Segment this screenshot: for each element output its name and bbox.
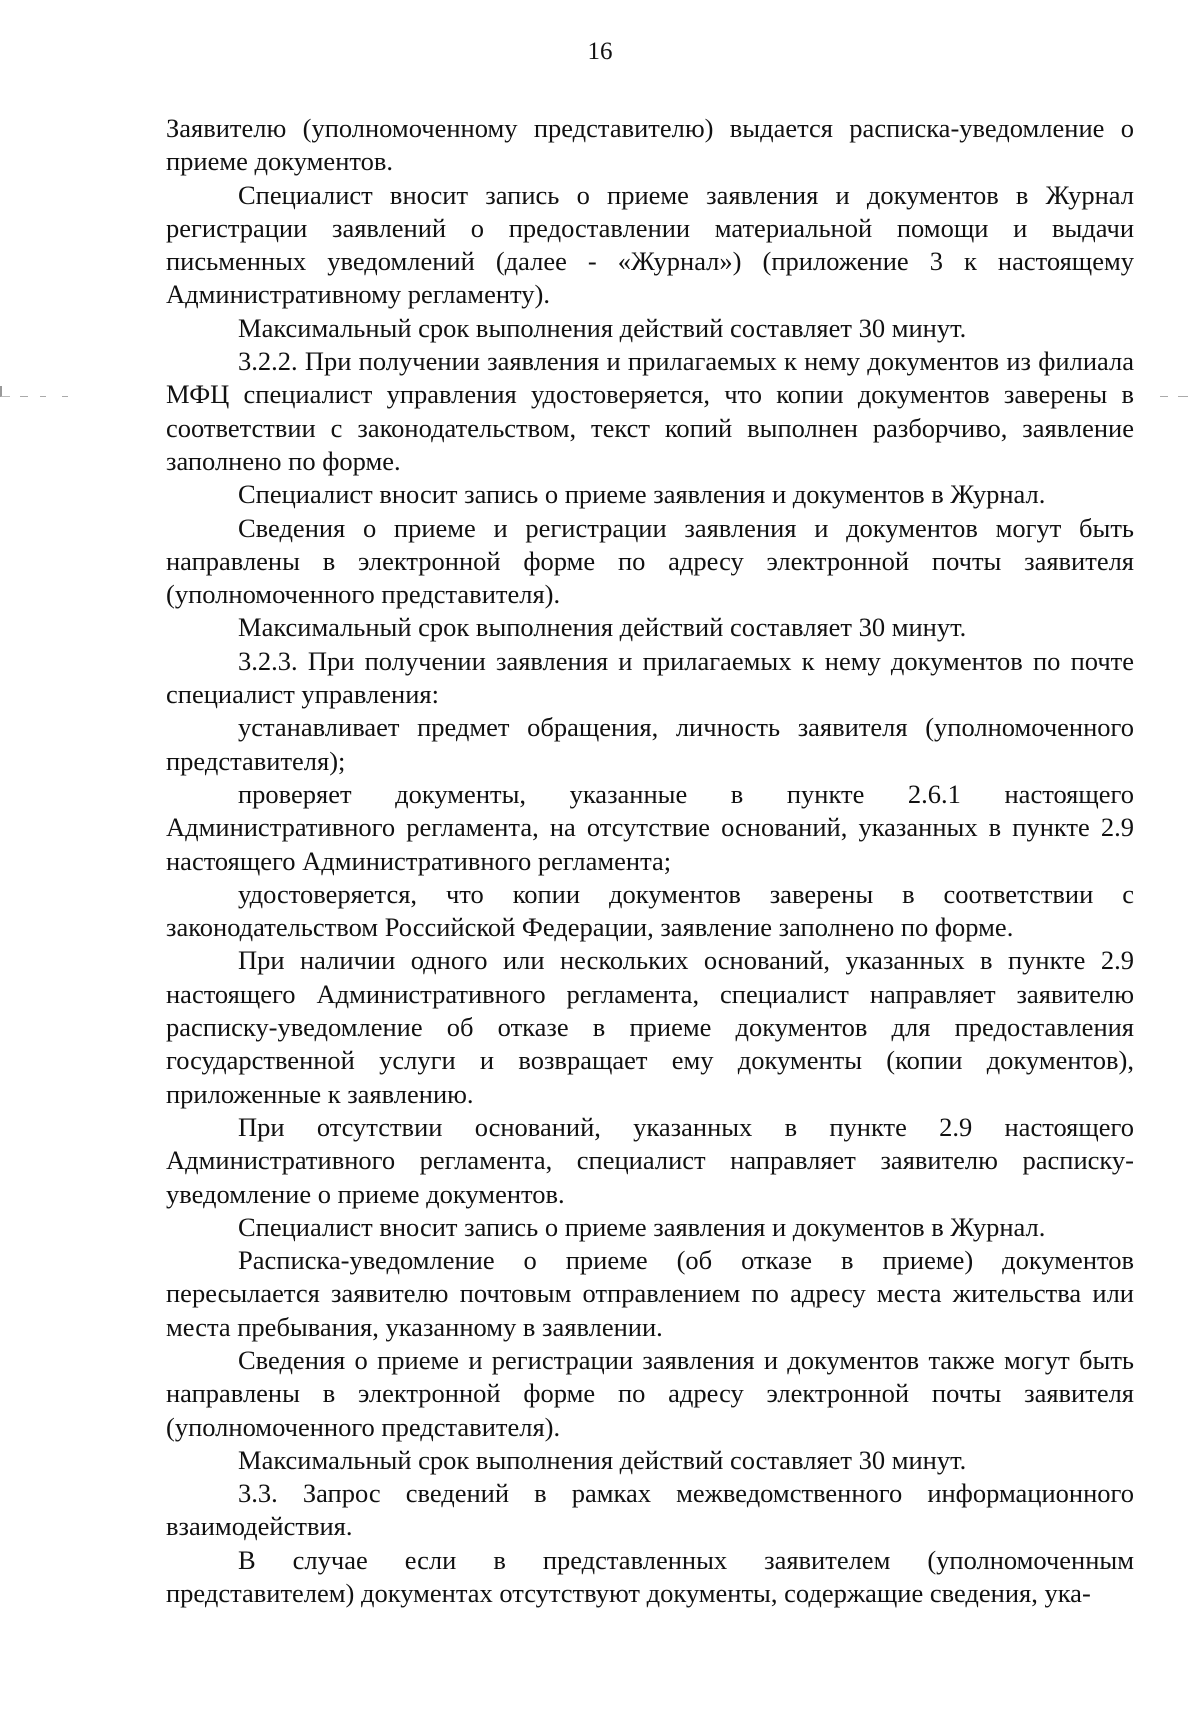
paragraph: удостоверяется, что копии документов заверены в соответствии с законодательством Российской Федерации, заявление заполнено по форме. [166, 878, 1134, 943]
scan-artifact-dash [20, 396, 28, 397]
paragraph: При отсутствии оснований, указанных в пункте 2.9 настоящего Административного регламента, специалист направляет заявителю расписку-уведомление о приеме документов. [166, 1111, 1134, 1209]
paragraph: Максимальный срок выполнения действий составляет 30 минут. [238, 312, 967, 343]
paragraph: проверяет документы, указанные в пункте 2.6.1 настоящего Административного регламента, на отсутствие оснований, указанных в пункте 2.9 настоящего Административного регламента; [166, 778, 1134, 876]
scan-artifact-dash [40, 396, 46, 397]
paragraph: Максимальный срок выполнения действий составляет 30 минут. [238, 612, 967, 643]
scan-artifact-dash [62, 396, 68, 397]
paragraph: 3.3. Запрос сведений в рамках межведомственного информационного взаимодействия. [166, 1478, 1134, 1542]
paragraph: устанавливает предмет обращения, личность заявителя (уполномоченного представителя); [166, 712, 1134, 776]
paragraph: 3.2.3. При получении заявления и прилагаемых к нему документов по почте специалист управления: [166, 645, 1134, 710]
paragraph: Заявителю (уполномоченному представителю) выдается расписка-уведомление о приеме документов. [166, 113, 1134, 177]
scan-artifact-dash [1160, 396, 1168, 397]
scan-artifact-left [0, 386, 10, 397]
paragraph: Расписка-уведомление о приеме (об отказе в приеме) документов пересылается заявителю почтовым отправлением по адресу места жительства или места пребывания, указанному в заявлении. [166, 1245, 1134, 1342]
paragraph: При наличии одного или нескольких оснований, указанных в пункте 2.9 настоящего Административного регламента, специалист направляет заявителю расписку-уведомление об отказе в приеме документов для предоставления государственной услуги и возвращает ему документы (копии документов), приложенные к заявлению. [166, 945, 1134, 1109]
paragraph: Максимальный срок выполнения действий составляет 30 минут. [238, 1444, 967, 1475]
paragraph: Специалист вносит запись о приеме заявления и документов в Журнал. [238, 479, 1046, 510]
paragraph: В случае если в представленных заявителем (уполномоченным представителем) документах отсутствуют документы, содержащие сведения, ука- [166, 1544, 1134, 1609]
paragraph: 3.2.2. При получении заявления и прилагаемых к нему документов из филиала МФЦ специалист управления удостоверяется, что копии документов заверены в соответствии с законодательством, текст копий выполнен разборчиво, заявление заполнено по форме. [166, 346, 1134, 476]
paragraph: Сведения о приеме и регистрации заявления и документов также могут быть направлены в электронной форме по адресу электронной почты заявителя (уполномоченного представителя). [166, 1344, 1134, 1442]
paragraph: Специалист вносит запись о приеме заявления и документов в Журнал регистрации заявлений о предоставлении материальной помощи и выдачи письменных уведомлений (далее - «Журнал») (приложение 3 к настоящему Административному регламенту). [166, 179, 1134, 310]
paragraph: Специалист вносит запись о приеме заявления и документов в Журнал. [238, 1211, 1046, 1242]
paragraph: Сведения о приеме и регистрации заявления и документов могут быть направлены в электронной форме по адресу электронной почты заявителя (уполномоченного представителя). [166, 512, 1134, 610]
scan-artifact-dash [1178, 396, 1188, 397]
page-number: 16 [587, 38, 613, 65]
document-body [166, 112, 1134, 1610]
